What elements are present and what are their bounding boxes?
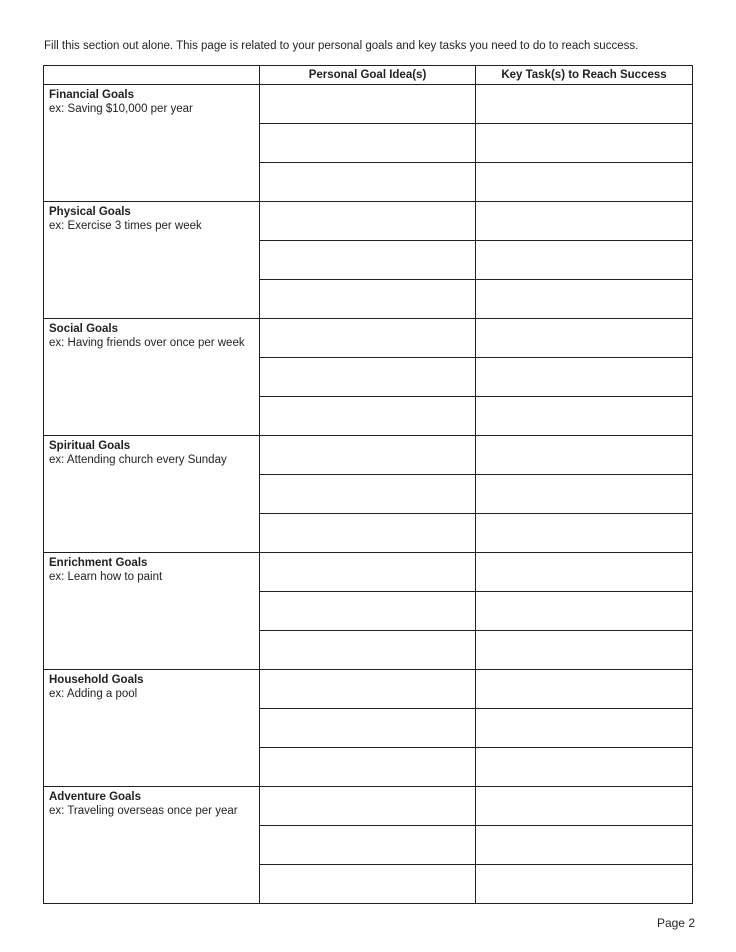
key-task-cell-household-goals bbox=[476, 709, 693, 748]
key-task-cell-social-goals bbox=[476, 358, 693, 397]
table-header-row bbox=[44, 66, 693, 85]
goal-idea-cell-enrichment-goals bbox=[260, 592, 476, 631]
category-example: ex: Saving $10,000 per year bbox=[49, 103, 193, 115]
category-name: Physical Goals bbox=[49, 206, 131, 218]
header-key-tasks: Key Task(s) to Reach Success bbox=[476, 66, 693, 85]
key-task-cell-financial-goals bbox=[476, 85, 693, 124]
category-household-goals bbox=[44, 670, 260, 787]
key-task-cell-spiritual-goals bbox=[476, 436, 693, 475]
goals-table-body bbox=[44, 85, 693, 904]
table-row bbox=[44, 319, 693, 358]
category-name: Spiritual Goals bbox=[49, 440, 131, 452]
goal-idea-cell-household-goals bbox=[260, 748, 476, 787]
category-spiritual-goals bbox=[44, 436, 260, 553]
key-task-cell-spiritual-goals bbox=[476, 475, 693, 514]
goal-idea-cell-spiritual-goals bbox=[260, 514, 476, 553]
key-task-cell-adventure-goals bbox=[476, 865, 693, 904]
category-example: ex: Traveling overseas once per year bbox=[49, 805, 238, 817]
key-task-cell-enrichment-goals bbox=[476, 553, 693, 592]
category-name: Household Goals bbox=[49, 674, 144, 686]
header-category bbox=[44, 66, 260, 85]
goal-idea-cell-enrichment-goals bbox=[260, 553, 476, 592]
category-name: Financial Goals bbox=[49, 89, 134, 101]
table-row bbox=[44, 436, 693, 475]
category-adventure-goals bbox=[44, 787, 260, 904]
key-task-cell-household-goals bbox=[476, 670, 693, 709]
key-task-cell-enrichment-goals bbox=[476, 592, 693, 631]
goal-idea-cell-social-goals bbox=[260, 319, 476, 358]
category-example: ex: Learn how to paint bbox=[49, 571, 163, 583]
table-row bbox=[44, 670, 693, 709]
goal-idea-cell-household-goals bbox=[260, 670, 476, 709]
goal-idea-cell-social-goals bbox=[260, 358, 476, 397]
goal-idea-cell-household-goals bbox=[260, 709, 476, 748]
goal-idea-cell-physical-goals bbox=[260, 202, 476, 241]
category-name: Adventure Goals bbox=[49, 791, 142, 803]
category-example: ex: Adding a pool bbox=[49, 688, 138, 700]
table-row bbox=[44, 787, 693, 826]
category-example: ex: Exercise 3 times per week bbox=[49, 220, 202, 232]
key-task-cell-financial-goals bbox=[476, 124, 693, 163]
key-task-cell-social-goals bbox=[476, 319, 693, 358]
goals-table bbox=[43, 65, 693, 904]
goal-idea-cell-financial-goals bbox=[260, 163, 476, 202]
goal-idea-cell-adventure-goals bbox=[260, 865, 476, 904]
goal-idea-cell-enrichment-goals bbox=[260, 631, 476, 670]
intro-instructions: Fill this section out alone. This page is related to your personal goals and key tasks you need to do to reach success. bbox=[44, 40, 639, 52]
goal-idea-cell-social-goals bbox=[260, 397, 476, 436]
goal-idea-cell-financial-goals bbox=[260, 124, 476, 163]
category-social-goals bbox=[44, 319, 260, 436]
table-row bbox=[44, 85, 693, 124]
category-enrichment-goals bbox=[44, 553, 260, 670]
goal-idea-cell-financial-goals bbox=[260, 85, 476, 124]
category-financial-goals bbox=[44, 85, 260, 202]
key-task-cell-adventure-goals bbox=[476, 787, 693, 826]
key-task-cell-social-goals bbox=[476, 397, 693, 436]
category-example: ex: Having friends over once per week bbox=[49, 337, 245, 349]
key-task-cell-financial-goals bbox=[476, 163, 693, 202]
key-task-cell-physical-goals bbox=[476, 280, 693, 319]
key-task-cell-enrichment-goals bbox=[476, 631, 693, 670]
key-task-cell-spiritual-goals bbox=[476, 514, 693, 553]
goal-idea-cell-spiritual-goals bbox=[260, 475, 476, 514]
goal-idea-cell-adventure-goals bbox=[260, 826, 476, 865]
table-row bbox=[44, 202, 693, 241]
key-task-cell-household-goals bbox=[476, 748, 693, 787]
goal-idea-cell-physical-goals bbox=[260, 280, 476, 319]
category-physical-goals bbox=[44, 202, 260, 319]
key-task-cell-physical-goals bbox=[476, 241, 693, 280]
goal-idea-cell-adventure-goals bbox=[260, 787, 476, 826]
category-name: Enrichment Goals bbox=[49, 557, 148, 569]
category-name: Social Goals bbox=[49, 323, 119, 335]
category-example: ex: Attending church every Sunday bbox=[49, 454, 227, 466]
header-personal-goal-ideas: Personal Goal Idea(s) bbox=[260, 66, 476, 85]
key-task-cell-physical-goals bbox=[476, 202, 693, 241]
table-row bbox=[44, 553, 693, 592]
goal-idea-cell-spiritual-goals bbox=[260, 436, 476, 475]
key-task-cell-adventure-goals bbox=[476, 826, 693, 865]
page-number: Page 2 bbox=[656, 916, 695, 930]
goal-idea-cell-physical-goals bbox=[260, 241, 476, 280]
